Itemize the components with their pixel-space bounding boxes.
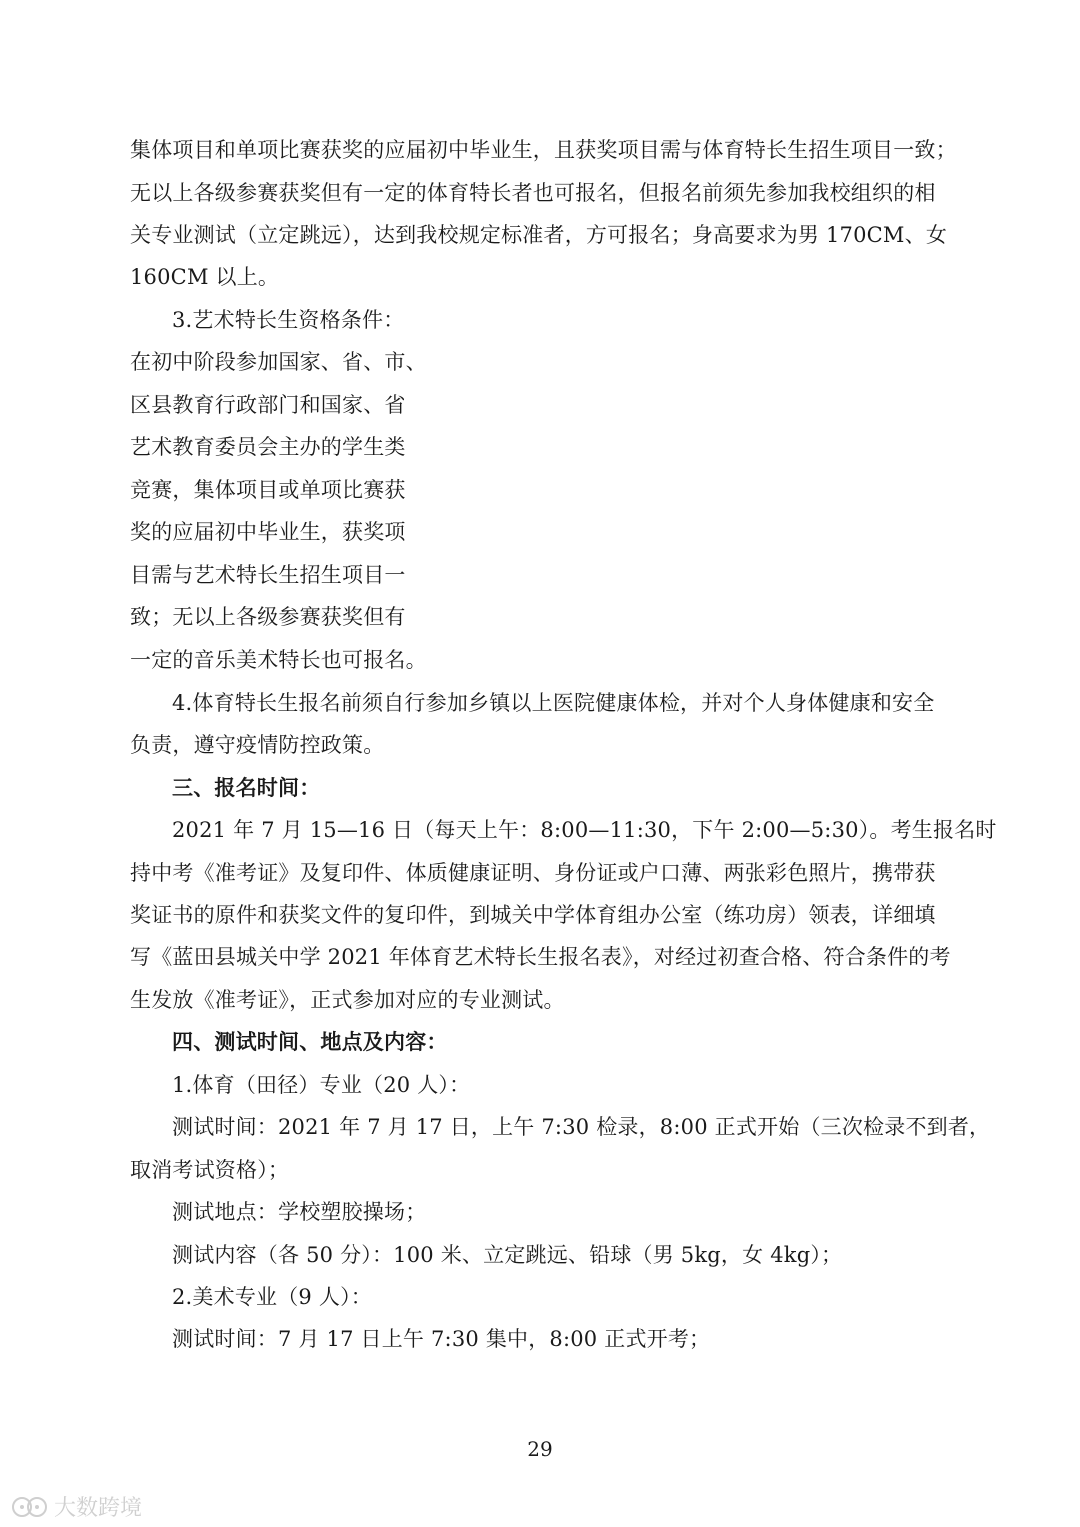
section-heading-registration-time: 三、报名时间：: [172, 775, 321, 800]
paragraph-line: 测试时间：7 月 17 日上午 7:30 集中，8:00 正式开考；: [172, 1327, 711, 1351]
paragraph-line: 一定的音乐美术特长也可报名。: [130, 648, 427, 672]
paragraph-line: 奖的应届初中毕业生，获奖项: [130, 520, 406, 544]
paragraph-line: 写《蓝田县城关中学 2021 年体育艺术特长生报名表》，对经过初查合格、符合条件的考: [130, 945, 951, 969]
dance-performance-photo: [444, 288, 958, 594]
paragraph-line: 160CM 以上。: [130, 265, 280, 289]
paragraph-line: 负责，遵守疫情防控政策。: [130, 733, 385, 757]
paragraph-line: 2021 年 7 月 15—16 日（每天上午：8:00—11:30，下午 2:00—5:30）。考生报名时: [172, 818, 997, 842]
paragraph-line: 取消考试资格）；: [130, 1158, 290, 1182]
paragraph-line: 竞赛，集体项目或单项比赛获: [130, 478, 406, 502]
watermark-text: 大数跨境: [54, 1496, 143, 1521]
paragraph-line: 集体项目和单项比赛获奖的应届初中毕业生，且获奖项目需与体育特长生招生项目一致；: [130, 138, 957, 162]
paragraph-line: 无以上各级参赛获奖但有一定的体育特长者也可报名，但报名前须先参加我校组织的相: [130, 181, 936, 205]
section-heading-test-details: 四、测试时间、地点及内容：: [172, 1029, 448, 1054]
paragraph-line: 测试内容（各 50 分）：100 米、立定跳远、铅球（男 5kg，女 4kg）；: [172, 1243, 843, 1267]
paragraph-line: 持中考《准考证》及复印件、体质健康证明、身份证或户口薄、两张彩色照片，携带获: [130, 861, 936, 885]
section-item-sports: 1.体育（田径）专业（20 人）：: [172, 1073, 471, 1097]
speech-bubble-icon: [10, 1495, 50, 1519]
watermark: [10, 1491, 142, 1522]
paragraph-line: 测试地点：学校塑胶操场；: [172, 1200, 427, 1224]
paragraph-line: 艺术教育委员会主办的学生类: [130, 435, 406, 459]
paragraph-line: 奖证书的原件和获奖文件的复印件，到城关中学体育组办公室（练功房）领表，详细填: [130, 903, 936, 927]
paragraph-line: 在初中阶段参加国家、省、市、: [130, 350, 427, 374]
paragraph-line: 关专业测试（立定跳远），达到我校规定标准者，方可报名；身高要求为男 170CM、女: [130, 223, 948, 247]
section-item-art-qualification: 3.艺术特长生资格条件：: [172, 308, 405, 332]
paragraph-line: 测试时间：2021 年 7 月 17 日，上午 7:30 检录，8:00 正式开始（三次检录不到者，: [172, 1115, 991, 1139]
paragraph-line: 4.体育特长生报名前须自行参加乡镇以上医院健康体检，并对个人身体健康和安全: [172, 691, 935, 715]
paragraph-line: 致；无以上各级参赛获奖但有: [130, 605, 406, 629]
section-item-art: 2.美术专业（9 人）：: [172, 1285, 372, 1309]
paragraph-line: 区县教育行政部门和国家、省: [130, 393, 406, 417]
page-number: 29: [527, 1437, 553, 1461]
paragraph-line: 生发放《准考证》，正式参加对应的专业测试。: [130, 988, 565, 1012]
paragraph-line: 目需与艺术特长生招生项目一: [130, 563, 406, 587]
